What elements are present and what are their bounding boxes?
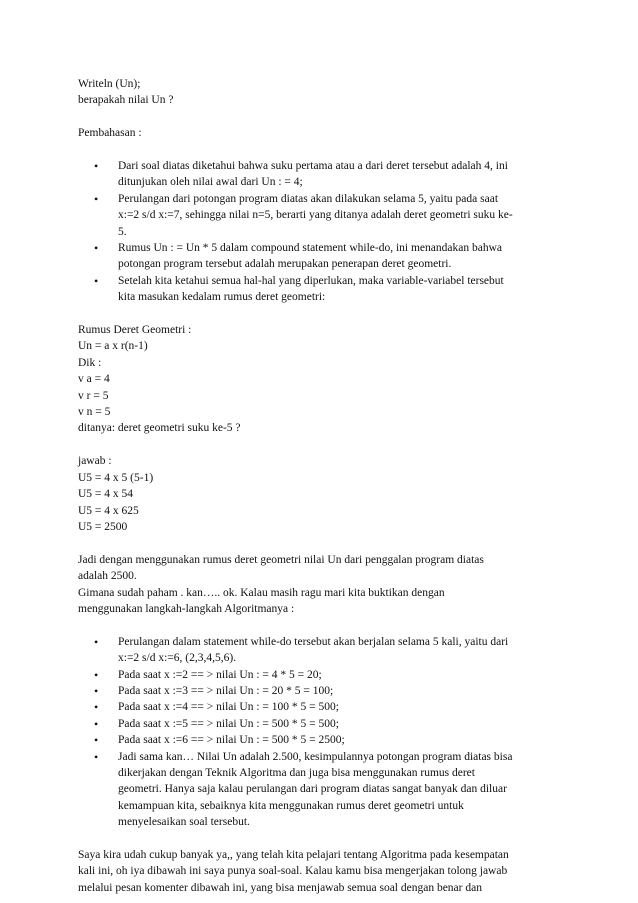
- list-item-line: dikerjakan dengan Teknik Algoritma dan juga bisa menggunakan rumus deret: [118, 766, 475, 779]
- calc-line: U5 = 4 x 54: [78, 488, 134, 501]
- list-item-line: kemampuan kita, sebaiknya kita menggunakan rumus deret geometri untuk: [118, 799, 464, 812]
- rumus-heading: Rumus Deret Geometri :: [78, 324, 192, 337]
- spacer: [78, 306, 568, 322]
- pembahasan-heading: Pembahasan :: [78, 127, 142, 140]
- rumus-section: [78, 322, 568, 437]
- spacer: [78, 109, 568, 125]
- list-item-line: kita masukan kedalam rumus deret geometri:: [118, 291, 326, 304]
- langkah-list: [78, 634, 568, 831]
- list-item-line: • Pada saat x :=6 == > nilai Un : = 500 * 5 = 2500;: [118, 734, 345, 747]
- list-item: [78, 716, 568, 732]
- spacer: [78, 831, 568, 847]
- list-item-line: x:=2 s/d x:=6, (2,3,4,5,6).: [118, 652, 237, 665]
- list-item-line: • Dari soal diatas diketahui bahwa suku pertama atau a dari deret tersebut adalah 4, ini: [118, 160, 508, 172]
- list-item-line: • Rumus Un : = Un * 5 dalam compound statement while-do, ini menandakan bahwa: [118, 242, 502, 255]
- document-page: [78, 76, 568, 896]
- given-r: v r = 5: [78, 389, 109, 402]
- spacer: [78, 617, 568, 633]
- list-item: [78, 749, 568, 831]
- dik-label: Dik :: [78, 356, 102, 369]
- list-item-line: • Pada saat x :=5 == > nilai Un : = 500 * 5 = 500;: [118, 717, 339, 730]
- list-item-line: • Setelah kita ketahui semua hal-hal yang diperlukan, maka variable-variabel tersebut: [118, 274, 504, 287]
- list-item-line: • Perulangan dari potongan program diatas akan dilakukan selama 5, yaitu pada saat: [118, 192, 499, 205]
- list-item: [78, 273, 568, 306]
- calc-line: U5 = 4 x 625: [78, 504, 139, 517]
- list-item-line: menyelesaikan soal tersebut.: [118, 816, 250, 829]
- spacer: [78, 535, 568, 551]
- paragraph-line: Jadi dengan menggunakan rumus deret geometri nilai Un dari penggalan program diatas: [78, 553, 484, 566]
- list-item-line: • Pada saat x :=2 == > nilai Un : = 4 * 5 = 20;: [118, 668, 322, 681]
- given-n: v n = 5: [78, 406, 111, 419]
- paragraph-line: menggunakan langkah-langkah Algoritmanya :: [78, 602, 295, 615]
- list-item: [78, 158, 568, 191]
- ditanya-line: ditanya: deret geometri suku ke-5 ?: [78, 422, 241, 435]
- calc-result: U5 = 2500: [78, 520, 128, 533]
- list-item: [78, 683, 568, 699]
- kesimpulan-paragraph: [78, 552, 568, 618]
- list-item-line: • Pada saat x :=3 == > nilai Un : = 20 * 5 = 100;: [118, 684, 334, 697]
- list-item: [78, 699, 568, 715]
- jawab-heading: jawab :: [78, 455, 112, 468]
- list-item-line: geometri. Hanya saja kalau perulangan dari program diatas sangat banyak dan diluar: [118, 783, 507, 796]
- list-item: [78, 732, 568, 748]
- paragraph-line: Saya kira udah cukup banyak ya,, yang telah kita pelajari tentang Algoritma pada kesempatan: [78, 848, 509, 861]
- spacer: [78, 142, 568, 158]
- code-line-writeln: Writeln (Un);: [78, 78, 141, 90]
- list-item: [78, 240, 568, 273]
- list-item-line: ditunjukan oleh nilai awal dari Un : = 4;: [118, 176, 303, 189]
- pembahasan-list: [78, 158, 568, 306]
- list-item: [78, 634, 568, 667]
- list-item-line: potongan program tersebut adalah merupakan penerapan deret geometri.: [118, 258, 452, 271]
- paragraph-line: kali ini, oh iya dibawah ini saya punya soal-soal. Kalau kamu bisa mengerjakan tolong jawab: [78, 865, 508, 878]
- list-item: [78, 191, 568, 240]
- paragraph-line: melalui pesan komenter dibawah ini, yang bisa menjawab semua soal dengan benar dan: [78, 881, 482, 894]
- penutup-paragraph: [78, 847, 568, 896]
- paragraph-line: Gimana sudah paham . kan….. ok. Kalau masih ragu mari kita buktikan dengan: [78, 586, 445, 599]
- list-item-line: 5.: [118, 225, 127, 238]
- list-item-line: • Pada saat x :=4 == > nilai Un : = 100 * 5 = 500;: [118, 701, 339, 714]
- question-line: berapakah nilai Un ?: [78, 94, 174, 107]
- calc-line: U5 = 4 x 5 (5-1): [78, 471, 154, 484]
- paragraph-line: adalah 2500.: [78, 570, 137, 583]
- given-a: v a = 4: [78, 373, 110, 386]
- list-item: [78, 667, 568, 683]
- jawab-section: [78, 453, 568, 535]
- formula-line: Un = a x r(n-1): [78, 340, 148, 353]
- list-item-line: x:=2 s/d x:=7, sehingga nilai n=5, berarti yang ditanya adalah deret geometri suku ke-: [118, 209, 513, 222]
- list-item-line: • Perulangan dalam statement while-do tersebut akan berjalan selama 5 kali, yaitu dari: [118, 635, 509, 648]
- spacer: [78, 437, 568, 453]
- list-item-line: • Jadi sama kan… Nilai Un adalah 2.500, kesimpulannya potongan program diatas bisa: [118, 750, 513, 763]
